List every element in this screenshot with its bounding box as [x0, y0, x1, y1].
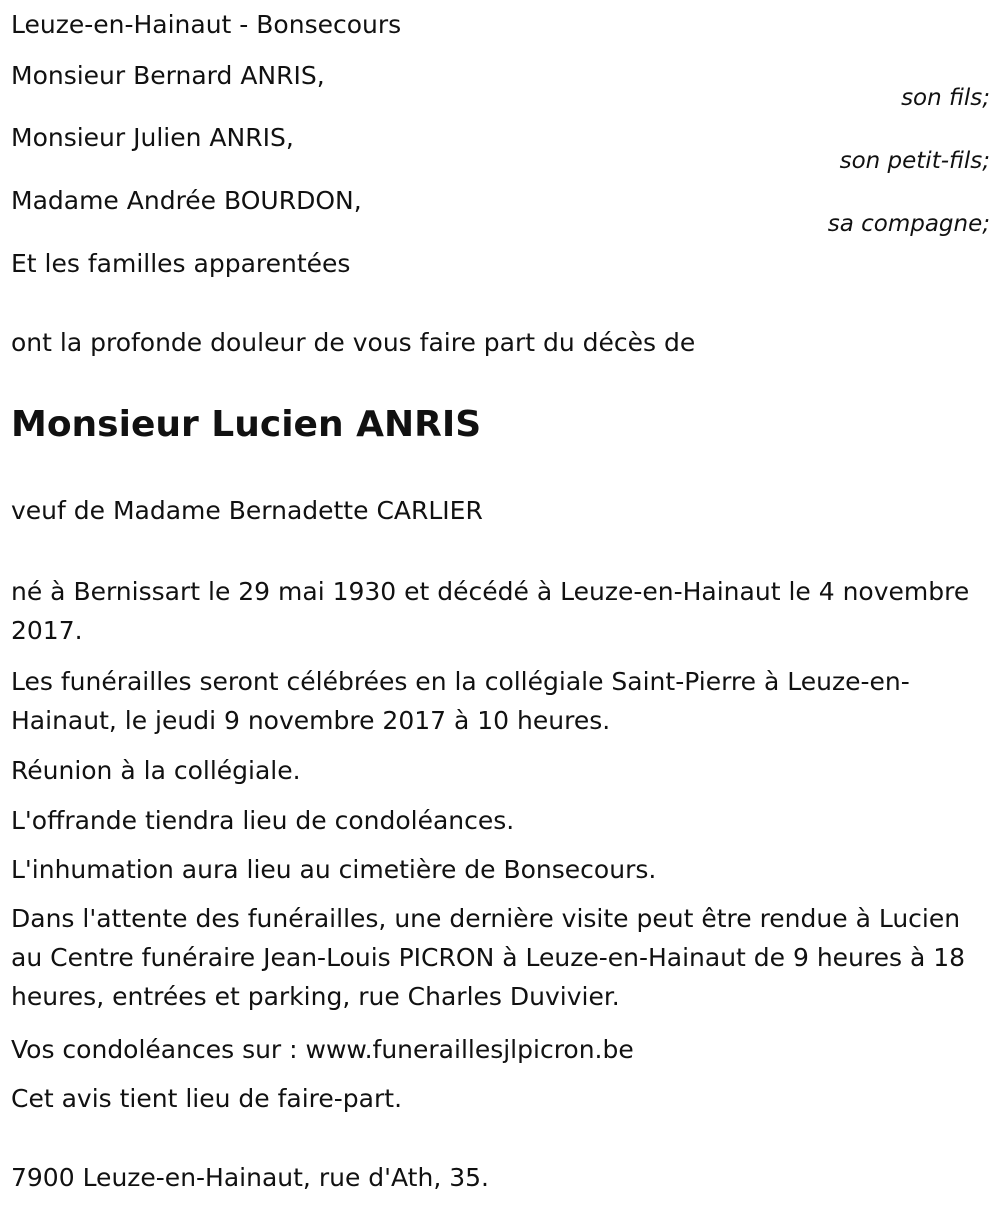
address-line: 7900 Leuze-en-Hainaut, rue d'Ath, 35.: [11, 1163, 489, 1192]
family-member-role: son fils;: [901, 85, 990, 111]
location-header: Leuze-en-Hainaut - Bonsecours: [11, 10, 402, 39]
burial-line: L'inhumation aura lieu au cimetière de Bonsecours.: [11, 855, 657, 884]
family-member-name: Monsieur Julien ANRIS,: [11, 123, 294, 152]
condolences-line: Vos condoléances sur : www.funeraillesjlpicron.be: [11, 1035, 634, 1064]
relatives-line: Et les familles apparentées: [11, 249, 351, 278]
visit-paragraph: Dans l'attente des funérailles, une dernière visite peut être rendue à Lucien au Centre funéraire Jean-Louis PICRON à Leuze-en-Hainaut de 9 heures à 18 heures, entrées et parking, rue Charles Duvivier.: [11, 904, 966, 1011]
birth-death-paragraph: né à Bernissart le 29 mai 1930 et décédé à Leuze-en-Hainaut le 4 novembre 2017.: [11, 577, 970, 645]
family-member-name: Monsieur Bernard ANRIS,: [11, 61, 325, 90]
family-member-name: Madame Andrée BOURDON,: [11, 186, 362, 215]
widower-line: veuf de Madame Bernadette CARLIER: [11, 496, 483, 525]
deceased-name: Monsieur Lucien ANRIS: [11, 404, 482, 445]
meeting-line: Réunion à la collégiale.: [11, 756, 301, 785]
notice-line: Cet avis tient lieu de faire-part.: [11, 1084, 403, 1113]
offering-line: L'offrande tiendra lieu de condoléances.: [11, 806, 515, 835]
family-member-role: sa compagne;: [827, 211, 990, 237]
announcement-text: ont la profonde douleur de vous faire part du décès de: [11, 328, 696, 357]
family-member-role: son petit-fils;: [839, 148, 990, 174]
funeral-paragraph: Les funérailles seront célébrées en la collégiale Saint-Pierre à Leuze-en-Hainaut, le jeudi 9 novembre 2017 à 10 heures.: [11, 667, 910, 735]
